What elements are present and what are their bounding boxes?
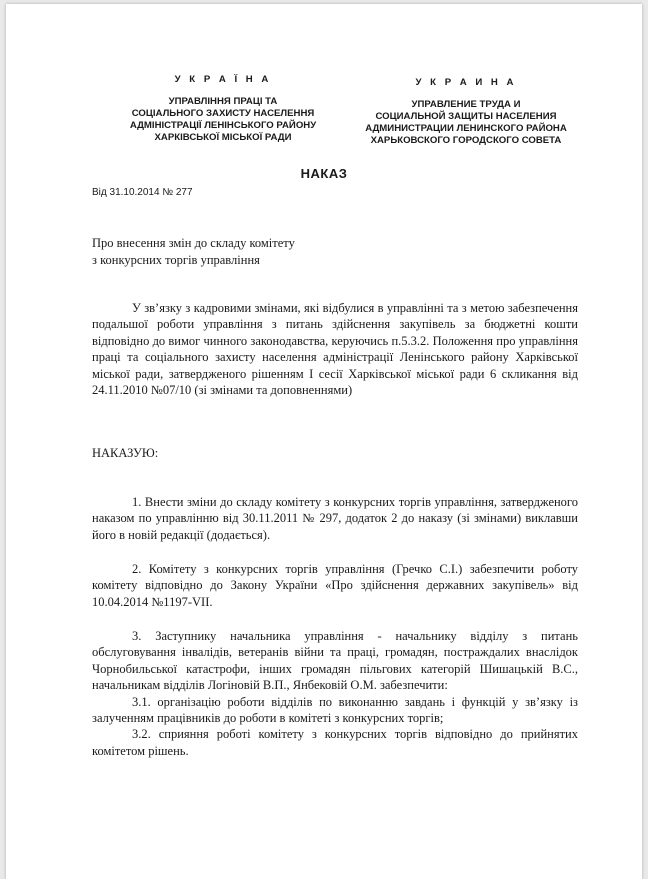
item-text: 3. Заступнику начальника управління - начальнику відділу з питань обслуговування інвалідів, ветеранів війни та праці, громадян, постраждалих внаслідок Чорнобильської катастрофи, інших громадян пільгових категорій Шишацькій В.С., начальникам відділів Логіновій В.П., Янбековій О.М. забезпечити: bbox=[92, 629, 578, 693]
document-title: НАКАЗ bbox=[300, 166, 348, 181]
item-3-1-text: 3.1. організацію роботи відділів по виконанню завдань і функцій у зв’язку із залученням працівників до роботи в комітеті з конкурсних торгів; bbox=[92, 694, 578, 726]
item-text: 2. Комітету з конкурсних торгів управління (Гречко С.І.) забезпечити роботу комітету відповідно до Закону України «Про здійснення державних закупівель» від 10.04.2014 №1197-VII. bbox=[92, 562, 578, 609]
org-line: ХАРЬКОВСКОГО ГОРОДСКОГО СОВЕТА bbox=[370, 135, 562, 146]
country-name-russian: У К Р А И Н А bbox=[415, 77, 517, 88]
header-left bbox=[103, 74, 343, 144]
country-name-ukrainian: У К Р А Ї Н А bbox=[174, 74, 272, 85]
org-line: АДМІНІСТРАЦІЇ ЛЕНІНСЬКОГО РАЙОНУ bbox=[129, 120, 317, 131]
order-word: НАКАЗУЮ: bbox=[92, 446, 159, 460]
header-right bbox=[346, 77, 586, 147]
subject-line: Про внесення змін до складу комітету bbox=[92, 236, 295, 250]
org-line: СОЦИАЛЬНОЙ ЗАЩИТЫ НАСЕЛЕНИЯ bbox=[375, 111, 557, 122]
item-text: 1. Внести зміни до складу комітету з конкурсних торгів управління, затвердженого наказом по управлінню від 30.11.2011 № 297, додаток 2 до наказу (зі змінами) виклавши його в новій редакції (додається). bbox=[92, 495, 578, 542]
org-line: ХАРКІВСЬКОЇ МІСЬКОЇ РАДИ bbox=[154, 132, 292, 143]
preamble-text: У зв’язку з кадровими змінами, які відбулися в управлінні та з метою забезпечення подальшої роботи управління з питань здійснення закупівель за бюджетні кошти відповідно до вимог чинного законодавства, керуючись п.5.3.2. Положення про управління праці та соціального захисту населення адміністрації Ленінського району Харківської міської ради, затвердженого рішенням І сесії Харківської міської ради 6 скликання від 24.11.2010 №07/10 (зі змінами та доповненнями) bbox=[92, 301, 578, 398]
item-3-2-text: 3.2. сприяння роботі комітету з конкурсних торгів відповідно до прийнятих комітетом рішень. bbox=[92, 727, 578, 758]
org-line: АДМИНИСТРАЦИИ ЛЕНИНСКОГО РАЙОНА bbox=[365, 123, 567, 134]
item-3 bbox=[92, 628, 578, 759]
org-line: УПРАВЛЕНИЕ ТРУДА И bbox=[411, 99, 521, 110]
order-number: Від 31.10.2014 № 277 bbox=[92, 187, 193, 198]
item-1 bbox=[92, 494, 578, 543]
document-page bbox=[6, 4, 642, 879]
org-line: УПРАВЛІННЯ ПРАЦІ ТА bbox=[168, 96, 278, 107]
org-line: СОЦІАЛЬНОГО ЗАХИСТУ НАСЕЛЕННЯ bbox=[131, 108, 315, 119]
subject-line: з конкурсних торгів управління bbox=[92, 253, 260, 267]
item-2 bbox=[92, 561, 578, 610]
order-subject bbox=[92, 235, 295, 269]
preamble-paragraph bbox=[92, 300, 578, 398]
